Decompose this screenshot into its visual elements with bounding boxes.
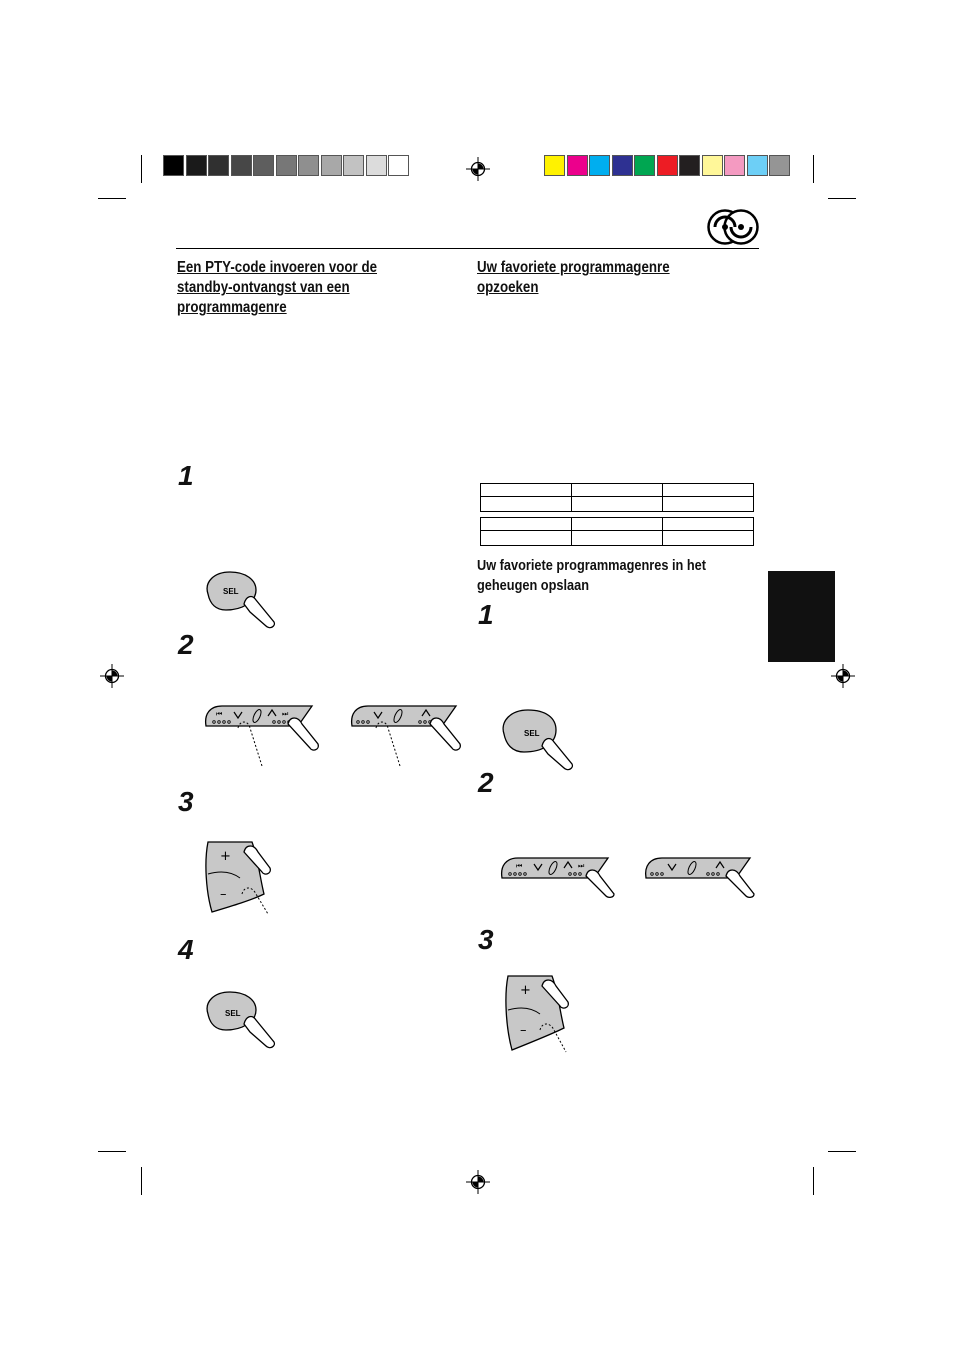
step-number: 1 — [178, 460, 194, 491]
gray-swatch — [343, 155, 364, 176]
registration-crosshair-icon — [100, 664, 124, 688]
step-number: 3 — [178, 786, 194, 817]
sel-label: SEL — [524, 729, 540, 738]
color-swatch — [589, 155, 610, 176]
sel-label: SEL — [223, 587, 239, 596]
subheading-line: geheugen opslaan — [477, 578, 590, 594]
gray-swatch — [298, 155, 319, 176]
crop-mark-tl-v — [141, 155, 142, 183]
heading-line: Een PTY-code invoeren voor de — [177, 259, 378, 276]
gray-swatch — [253, 155, 274, 176]
color-swatch — [634, 155, 655, 176]
color-swatch — [702, 155, 723, 176]
subheading-line: Uw favoriete programmagenres in het — [477, 558, 707, 574]
right-section-heading — [477, 258, 670, 298]
color-swatch — [747, 155, 768, 176]
heading-line: programmagenre — [177, 299, 287, 316]
registration-crosshair-icon — [466, 1170, 490, 1194]
sel-button-illustration — [200, 566, 280, 632]
crop-mark-tl-h — [98, 198, 126, 199]
header-rule — [176, 248, 759, 249]
dual-disc-logo-icon — [707, 209, 759, 245]
color-swatch-strip — [544, 155, 792, 176]
heading-line: standby-ontvangst van een — [177, 279, 350, 296]
sel-button-illustration — [498, 704, 578, 772]
color-swatch — [724, 155, 745, 176]
registration-crosshair-icon — [831, 664, 855, 688]
pty-table-bottom — [480, 517, 754, 546]
crop-mark-tr-h — [828, 198, 856, 199]
gray-swatch — [388, 155, 409, 176]
grayscale-swatch-strip — [163, 155, 411, 176]
color-swatch — [544, 155, 565, 176]
color-swatch — [567, 155, 588, 176]
crop-mark-bl-v — [141, 1167, 142, 1195]
gray-swatch — [366, 155, 387, 176]
sel-button-illustration — [200, 986, 280, 1052]
pty-table-top — [480, 483, 754, 512]
svg-text:⏭: ⏭ — [282, 710, 289, 718]
arrow-buttons-illustration — [642, 852, 758, 898]
crop-mark-br-v — [813, 1167, 814, 1195]
color-swatch — [679, 155, 700, 176]
color-swatch — [769, 155, 790, 176]
step-number: 2 — [478, 767, 494, 798]
step-number: 1 — [478, 599, 494, 630]
registration-crosshair-icon — [466, 157, 490, 181]
memory-subheading — [477, 556, 706, 596]
gray-swatch — [276, 155, 297, 176]
language-tab — [768, 571, 835, 662]
sel-label: SEL — [225, 1009, 241, 1018]
step-number: 2 — [178, 629, 194, 660]
color-swatch — [612, 155, 633, 176]
skip-buttons-illustration — [202, 700, 322, 772]
volume-buttons-illustration — [502, 972, 578, 1056]
svg-text:+: + — [220, 849, 231, 864]
crop-mark-bl-h — [98, 1151, 126, 1152]
gray-swatch — [321, 155, 342, 176]
svg-text:+: + — [520, 983, 531, 998]
volume-buttons-illustration — [202, 838, 278, 918]
gray-swatch — [186, 155, 207, 176]
left-section-heading — [177, 258, 377, 318]
heading-line: opzoeken — [477, 279, 539, 296]
gray-swatch — [163, 155, 184, 176]
step-number: 3 — [478, 924, 494, 955]
gray-swatch — [231, 155, 252, 176]
skip-buttons-illustration — [498, 852, 618, 898]
color-swatch — [657, 155, 678, 176]
crop-mark-br-h — [828, 1151, 856, 1152]
svg-text:–: – — [520, 1023, 527, 1038]
heading-line: Uw favoriete programmagenre — [477, 259, 670, 276]
step-number: 4 — [178, 934, 194, 965]
gray-swatch — [208, 155, 229, 176]
crop-mark-tr-v — [813, 155, 814, 183]
svg-text:–: – — [220, 887, 227, 902]
arrow-buttons-illustration — [348, 700, 464, 772]
svg-text:⏮: ⏮ — [516, 862, 523, 870]
svg-text:⏮: ⏮ — [216, 710, 223, 718]
svg-text:⏭: ⏭ — [578, 862, 585, 870]
